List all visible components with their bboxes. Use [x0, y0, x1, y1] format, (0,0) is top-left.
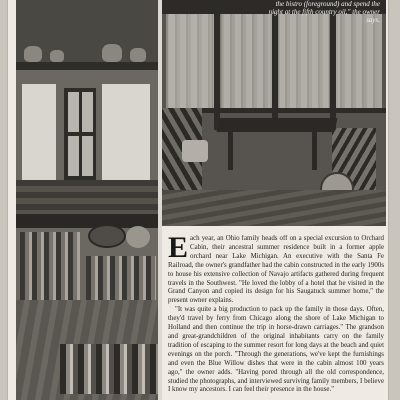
photo-caption: the bistro (foreground) and spend the night at the fifth country oil," the owner says. — [268, 0, 380, 24]
article-paragraph: "It was quite a big production to pack up the family in those days. Often, they'd travel by ferry from Chicago along the shore of Lake Michigan to Holland and then continue the trip in horse-drawn carriages." The grandson and great-grandchildren of the original inhabitants carry on the family tradition of escaping to the summer resort for long days at the beach and quiet evenings on the porch. "Through the generations, we've kept the furnishings and even the Blue Willow dishes that were in the cabin almost 100 years ago," the owner adds. "Having pored through all the old correspondence, studied the photographs, and interviewed surviving family members, I believe I know my ancestors. I can feel their presence in the house." — [168, 306, 384, 394]
porch-screen — [168, 14, 212, 110]
article-paragraph — [168, 235, 384, 306]
pottery-shelf — [16, 62, 158, 70]
navajo-blanket — [20, 232, 80, 302]
porch-screen — [280, 14, 328, 110]
paragraph-text: ach year, an Ohio family heads off on a special excursion to Orchard Cabin, their ancestral summer residence built in a former apple orchard near Lake Michigan. An executive with the Santa Fe Railroad, the owner's grandfather had the cabin constructed in the early 1900s to house his extensive collection of Navajo artifacts gathered during frequent travels in the Southwest. "He loved the lobby of a hotel that he visited in the Grand Canyon and copied its design for his Saugatuck summer home," the present owner explains. — [168, 235, 384, 305]
navajo-blanket — [86, 256, 156, 300]
woven-basket — [88, 224, 126, 248]
pottery-jar — [102, 44, 122, 62]
rustic-twig-table — [217, 118, 338, 132]
window-pane — [68, 92, 79, 132]
drop-cap: E — [168, 235, 189, 264]
window-pane — [68, 136, 79, 176]
window-pane — [82, 92, 93, 132]
porch-screen — [338, 14, 378, 110]
pottery-jar — [24, 46, 42, 62]
window-pane — [82, 136, 93, 176]
pottery-jar — [50, 50, 64, 62]
porch-photo — [162, 0, 386, 226]
table-leg — [228, 130, 233, 170]
lace-curtain — [22, 84, 56, 184]
chair-cushion — [182, 140, 208, 162]
magazine-page — [8, 0, 388, 400]
porch-screen — [222, 14, 270, 110]
cabin-interior-photo — [16, 0, 158, 400]
porch-floor — [162, 190, 386, 226]
lace-curtain — [102, 84, 150, 188]
pottery-jar — [130, 48, 146, 62]
article-body — [168, 235, 384, 397]
table-leg — [312, 130, 317, 170]
navajo-rug — [60, 344, 158, 394]
pottery-vessel — [126, 226, 150, 248]
